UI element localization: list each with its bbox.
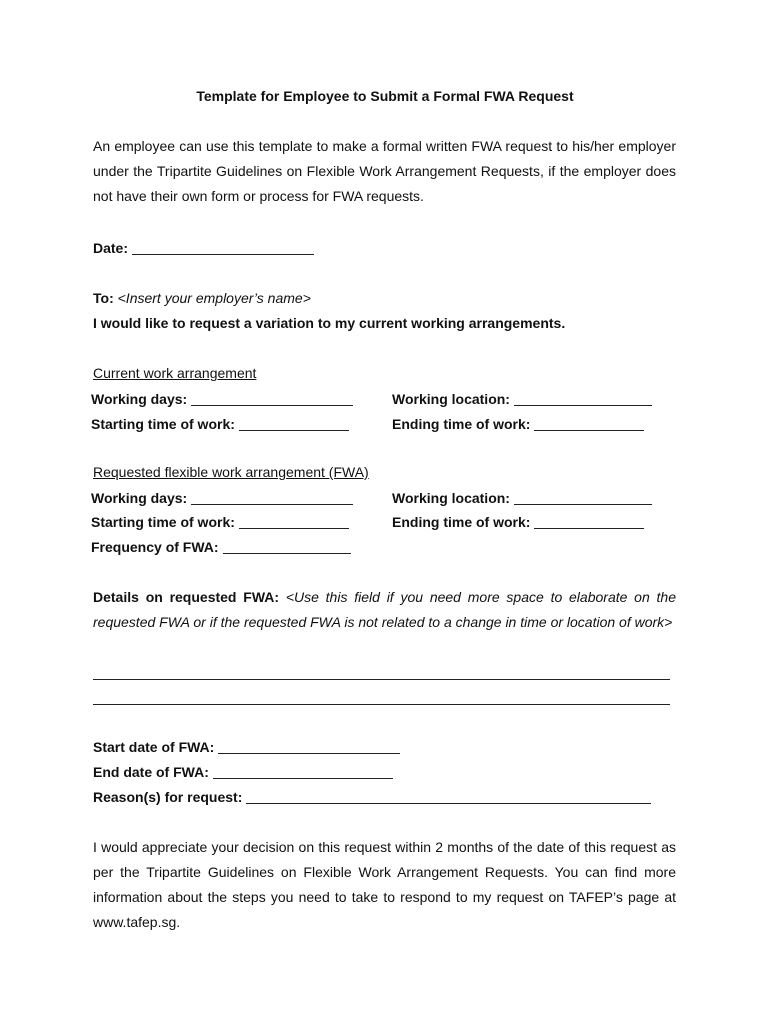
requested-ending-time-row — [392, 512, 644, 532]
requested-ending-time-blank[interactable] — [534, 514, 644, 529]
end-date-label: End date of FWA: — [93, 764, 209, 780]
to-placeholder: <Insert your employer’s name> — [117, 290, 311, 306]
requested-working-days-row — [91, 488, 353, 508]
intro-paragraph: An employee can use this template to make a formal written FWA request to his/her employer under the Tripartite Guidelines on Flexible Work Arrangement Requests, if the employer does not have their own form or process for FWA requests. — [93, 138, 676, 204]
requested-ending-time-label: Ending time of work: — [392, 514, 531, 530]
current-starting-time-label: Starting time of work: — [91, 416, 235, 432]
current-starting-time-blank[interactable] — [239, 416, 349, 431]
current-working-days-blank[interactable] — [191, 391, 353, 406]
requested-working-days-label: Working days: — [91, 490, 188, 506]
details-paragraph — [93, 585, 676, 635]
date-blank[interactable] — [132, 240, 314, 255]
reasons-blank[interactable] — [246, 789, 651, 804]
to-label: To: — [93, 290, 114, 306]
current-working-days-row — [91, 389, 353, 409]
current-ending-time-blank[interactable] — [534, 416, 644, 431]
current-starting-time-row — [91, 414, 349, 434]
details-line-1[interactable] — [93, 679, 670, 680]
requested-starting-time-label: Starting time of work: — [91, 514, 235, 530]
current-working-days-label: Working days: — [91, 391, 188, 407]
start-date-blank[interactable] — [218, 739, 400, 754]
document-title: Template for Employee to Submit a Formal FWA Request — [196, 88, 574, 104]
requested-working-location-blank[interactable] — [514, 490, 652, 505]
end-date-blank[interactable] — [213, 764, 393, 779]
current-ending-time-row — [392, 414, 644, 434]
start-date-row — [93, 737, 400, 757]
date-label: Date: — [93, 240, 129, 256]
current-working-location-label: Working location: — [392, 391, 510, 407]
start-date-label: Start date of FWA: — [93, 739, 215, 755]
reasons-label: Reason(s) for request: — [93, 789, 243, 805]
date-row — [93, 238, 314, 258]
requested-working-location-label: Working location: — [392, 490, 510, 506]
requested-starting-time-blank[interactable] — [239, 514, 349, 529]
to-row — [93, 288, 311, 308]
closing-paragraph: I would appreciate your decision on this request within 2 months of the date of this request as per the Tripartite Guidelines on Flexible Work Arrangement Requests. You can find more information about the steps you need to take to respond to my request on TAFEP’s page at www.tafep.sg. — [93, 839, 676, 930]
current-ending-time-label: Ending time of work: — [392, 416, 531, 432]
requested-frequency-label: Frequency of FWA: — [91, 539, 219, 555]
current-working-location-blank[interactable] — [514, 391, 652, 406]
request-statement: I would like to request a variation to my current working arrangements. — [93, 315, 566, 331]
details-line-2[interactable] — [93, 704, 670, 705]
requested-heading: Requested flexible work arrangement (FWA) — [93, 464, 369, 480]
requested-frequency-row — [91, 537, 351, 557]
current-heading: Current work arrangement — [93, 365, 257, 381]
details-hint: <Use this field if you need more space to elaborate on the requested FWA or if the requested FWA is not related to a change in time or location of work> — [93, 589, 676, 630]
end-date-row — [93, 762, 393, 782]
requested-working-location-row — [392, 488, 652, 508]
requested-working-days-blank[interactable] — [191, 490, 353, 505]
reasons-row — [93, 787, 651, 807]
current-working-location-row — [392, 389, 652, 409]
requested-frequency-blank[interactable] — [223, 539, 351, 554]
details-label: Details on requested FWA: — [93, 589, 280, 605]
requested-starting-time-row — [91, 512, 349, 532]
